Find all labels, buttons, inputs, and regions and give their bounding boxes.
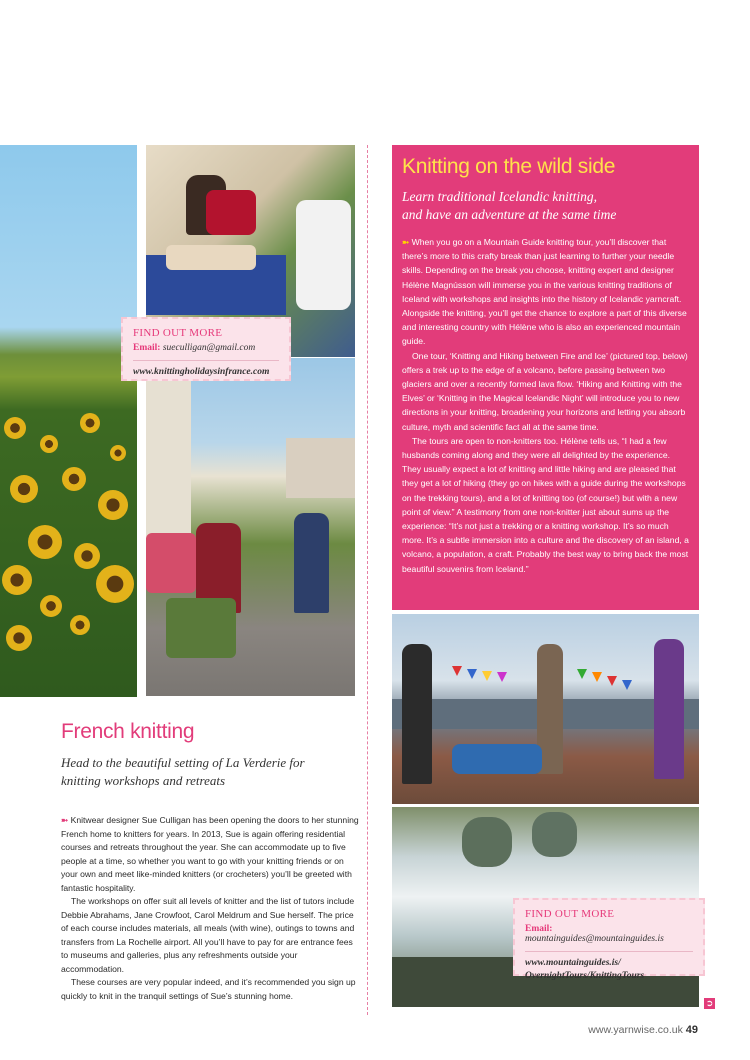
email-address[interactable]: sueculligan@gmail.com	[162, 343, 256, 353]
sunflower-field-photo	[0, 145, 137, 697]
paragraph-text: When you go on a Mountain Guide knitting tour, you’ll discover that there’s more to this crafty break than just learning to further your needle skills. Depending on the break you choose, knitting expert and designer Hélène Magnússon will immerse you in the various knitting traditions of Iceland with workshops and insights into the history of Icelandic yarncraft. Alongside the knitting, you’ll get the chance to explore a part of this diverse and interesting country with Hélène who is also an experienced mountain guide.	[402, 237, 687, 347]
standfirst-line1: Learn traditional Icelandic knitting,	[402, 189, 597, 204]
french-knitting-body	[61, 814, 361, 1003]
french-standfirst	[61, 754, 361, 790]
email-line	[133, 343, 279, 353]
wild-side-panel	[392, 145, 699, 610]
arrow-icon: ➼	[402, 237, 410, 247]
email-line	[525, 924, 693, 944]
page-footer	[588, 1024, 698, 1036]
french-knitting-header	[61, 720, 361, 790]
website-url-line2: OvernightTours/KnittingTours	[525, 971, 645, 981]
website-url[interactable]: www.knittingholidaysinfrance.com	[133, 360, 279, 379]
french-paragraph-3: These courses are very popular indeed, and it’s recommended you sign up quickly to knit in the tranquil settings of Sue’s stunning home.	[61, 977, 356, 1001]
french-paragraph-2: The workshops on offer suit all levels of knitter and the list of tutors include Debbie Abrahams, Jane Crowfoot, Carol Meldrum and Sue herself. The price of each course includes materials, all meals (with wine), outings to towns and transfers from La Rochelle airport. All you’ll have to pay for are entrance fees to museums and galleries, plus any refreshments outside your accommodation.	[61, 896, 355, 974]
email-label: Email:	[133, 343, 161, 353]
find-out-more-iceland-box	[513, 898, 705, 981]
find-out-more-heading: FIND OUT MORE	[525, 908, 615, 920]
iceland-knitters-photo	[392, 614, 699, 804]
email-label: Email:	[525, 924, 553, 934]
wild-side-title: Knitting on the wild side	[402, 155, 616, 178]
french-knitting-title: French knitting	[61, 720, 195, 743]
footer-site[interactable]: www.yarnwise.co.uk	[588, 1024, 683, 1036]
page-number: 49	[685, 1024, 698, 1036]
next-page-arrow-icon[interactable]: ➲	[705, 998, 714, 1008]
wild-side-paragraph-1	[402, 235, 689, 349]
find-out-more-heading: FIND OUT MORE	[133, 327, 223, 339]
column-divider	[367, 145, 368, 1015]
arrow-icon: ➼	[61, 815, 69, 825]
french-paragraph-1	[61, 814, 361, 895]
website-url-line1: www.mountainguides.is/	[525, 958, 621, 968]
website-url[interactable]	[525, 951, 693, 983]
wild-side-standfirst	[402, 188, 689, 224]
standfirst-line2: and have an adventure at the same time	[402, 207, 617, 222]
paragraph-text: Knitwear designer Sue Culligan has been opening the doors to her stunning French home to knitters for years. In 2013, Sue is again offering residential courses and retreats throughout the year. She can accommodate up to five people at a time, so whether you want to go with your knitting friends or on your own and meet like-minded knitters (or crocheters) you’ll be greeted with fantastic hospitality.	[61, 815, 359, 893]
wild-side-paragraph-2: One tour, ‘Knitting and Hiking between Fire and Ice’ (pictured top, below) offers a trek up to the edge of a volcano, before passing between two glaciers and over a recently formed lava flow. ‘Hiking and Knitting with the Elves’ or ‘Knitting in the Magical Icelandic Night’ will introduce you to new directions in your knitting, broadening your horizons and letting you absorb culture, myth and scientific fact all at the same time.	[402, 350, 688, 432]
flower-market-photo	[146, 358, 355, 696]
standfirst-line1: Head to the beautiful setting of La Verderie for	[61, 755, 305, 770]
find-out-more-france-box	[121, 317, 291, 381]
wild-side-paragraph-3: The tours are open to non-knitters too. Hélène tells us, “I had a few husbands coming along and they were all delighted by the experience. They usually expect a lot of knitting and little hiking and are pleased that they get a lot of hiking (they go on hikes with a guide during the workshops on the trekking tours), and a lot of knitting too (of course!) but with a new point of view.” A testimony from one non-knitter just about sums up the experience: “It’s not just a trekking or a knitting workshop. It’s so much more. It’s a subtle immersion into a culture and the discovery of an island, a volcano, a population, a craft. Probably the best way to bring back the most beautiful souvenirs from Iceland.”	[402, 435, 689, 574]
standfirst-line2: knitting workshops and retreats	[61, 773, 226, 788]
email-address[interactable]: mountainguides@mountainguides.is	[525, 934, 664, 944]
